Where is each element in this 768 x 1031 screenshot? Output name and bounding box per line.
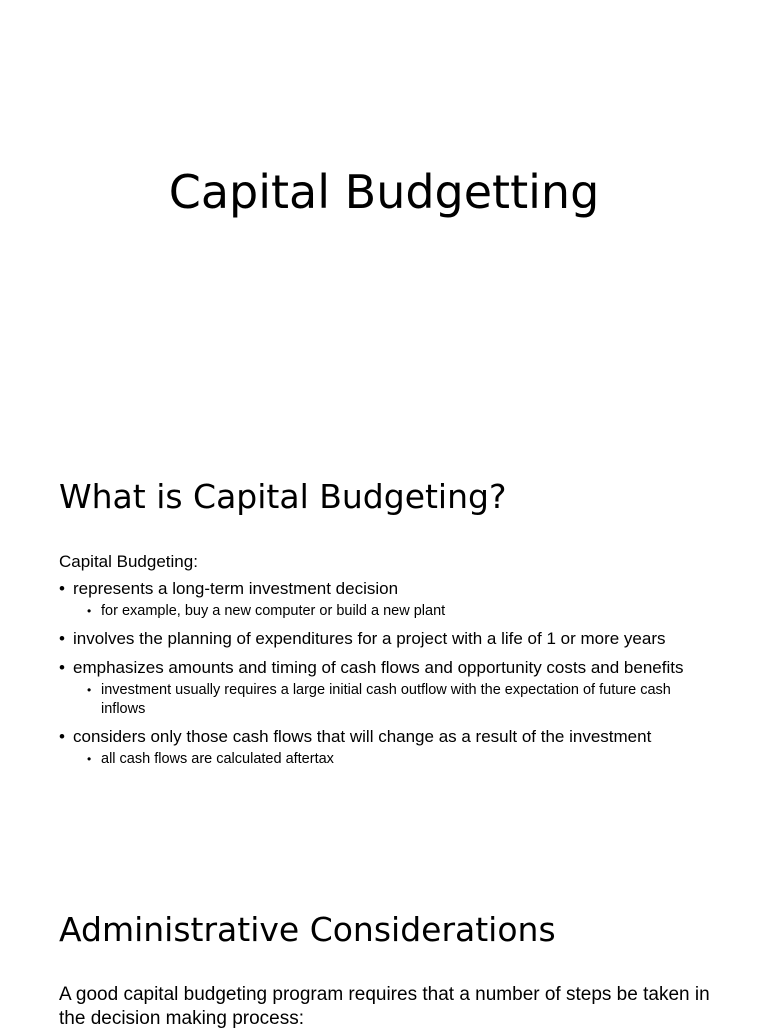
sub-bullet-dot-icon: • (87, 752, 92, 766)
slide-paragraph: A good capital budgeting program requires that a number of steps be taken in the decision making process: (59, 984, 710, 1029)
sub-bullet-dot-icon: • (87, 604, 92, 618)
bullet-dot-icon: • (59, 727, 65, 746)
bullet-text: involves the planning of expenditures for a project with a life of 1 or more years (73, 629, 666, 648)
title-slide-heading: Capital Budgetting (168, 165, 600, 219)
sub-bullet-text: all cash flows are calculated aftertax (101, 751, 334, 767)
intro-line: Capital Budgeting: (59, 552, 198, 571)
slide-heading: What is Capital Budgeting? (59, 477, 507, 516)
sub-bullet-text: investment usually requires a large initial cash outflow with the expectation of future cash inflows (101, 682, 671, 717)
bullet-dot-icon: • (59, 658, 65, 677)
bullet-text: emphasizes amounts and timing of cash flows and opportunity costs and benefits (73, 658, 684, 677)
bullet-dot-icon: • (59, 629, 65, 648)
sub-bullet-dot-icon: • (87, 683, 92, 697)
bullet-dot-icon: • (59, 579, 65, 598)
bullet-text: represents a long-term investment decision (73, 579, 399, 598)
bullet-text: considers only those cash flows that will change as a result of the investment (73, 727, 652, 746)
slide-heading: Administrative Considerations (59, 910, 556, 949)
sub-bullet-text: for example, buy a new computer or build a new plant (101, 603, 446, 619)
